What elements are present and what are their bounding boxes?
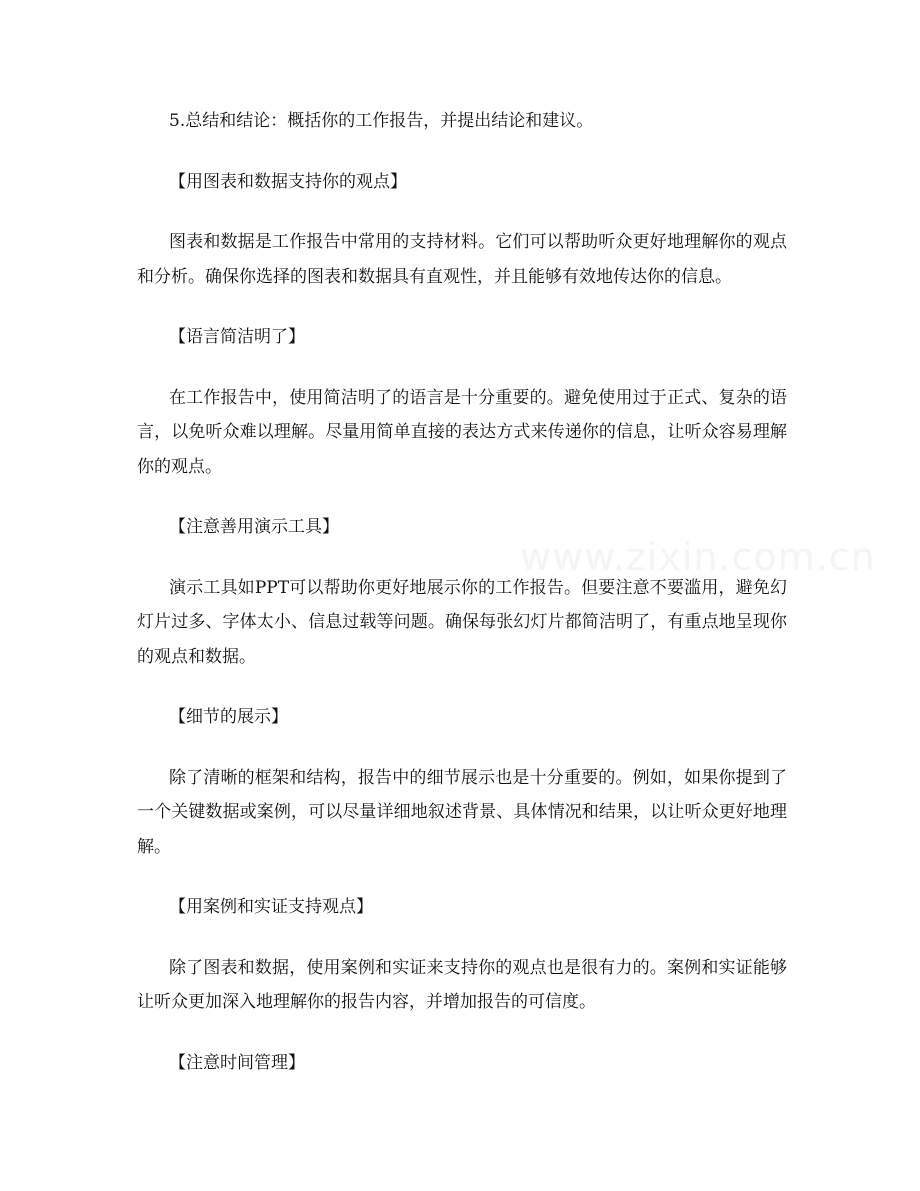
section-heading-concise-language: 【语言简洁明了】 [169,327,305,347]
paragraph-details: 除了清晰的框架和结构，报告中的细节展示也是十分重要的。例如，如果你提到了一个关键数据或案例，可以尽量详细地叙述背景、具体情况和结果，以让听众更好地理解。 [137,767,787,857]
document-body [137,104,787,1080]
section-heading-case-studies: 【用案例和实证支持观点】 [169,897,373,917]
section-heading-details: 【细节的展示】 [169,707,288,727]
watermark: www.zixin.com.cn [520,535,876,579]
paragraph-presentation-tools: 演示工具如PPT可以帮助你更好地展示你的工作报告。但要注意不要滥用，避免幻灯片过多、字体太小、信息过载等问题。确保每张幻灯片都简洁明了，有重点地呈现你的观点和数据。 [137,577,787,667]
paragraph-concise-language: 在工作报告中，使用简洁明了的语言是十分重要的。避免使用过于正式、复杂的语言，以免听众难以理解。尽量用简单直接的表达方式来传递你的信息，让听众容易理解你的观点。 [137,387,787,477]
section-heading-presentation-tools: 【注意善用演示工具】 [169,517,339,537]
paragraph-summary: 5.总结和结论：概括你的工作报告，并提出结论和建议。 [169,111,594,131]
section-heading-charts-data: 【用图表和数据支持你的观点】 [169,171,407,192]
paragraph-charts-data: 图表和数据是工作报告中常用的支持材料。它们可以帮助听众更好地理解你的观点和分析。确保你选择的图表和数据具有直观性，并且能够有效地传达你的信息。 [137,232,787,287]
paragraph-case-studies: 除了图表和数据，使用案例和实证来支持你的观点也是很有力的。案例和实证能够让听众更加深入地理解你的报告内容，并增加报告的可信度。 [137,957,787,1012]
section-heading-time-management: 【注意时间管理】 [169,1052,305,1073]
